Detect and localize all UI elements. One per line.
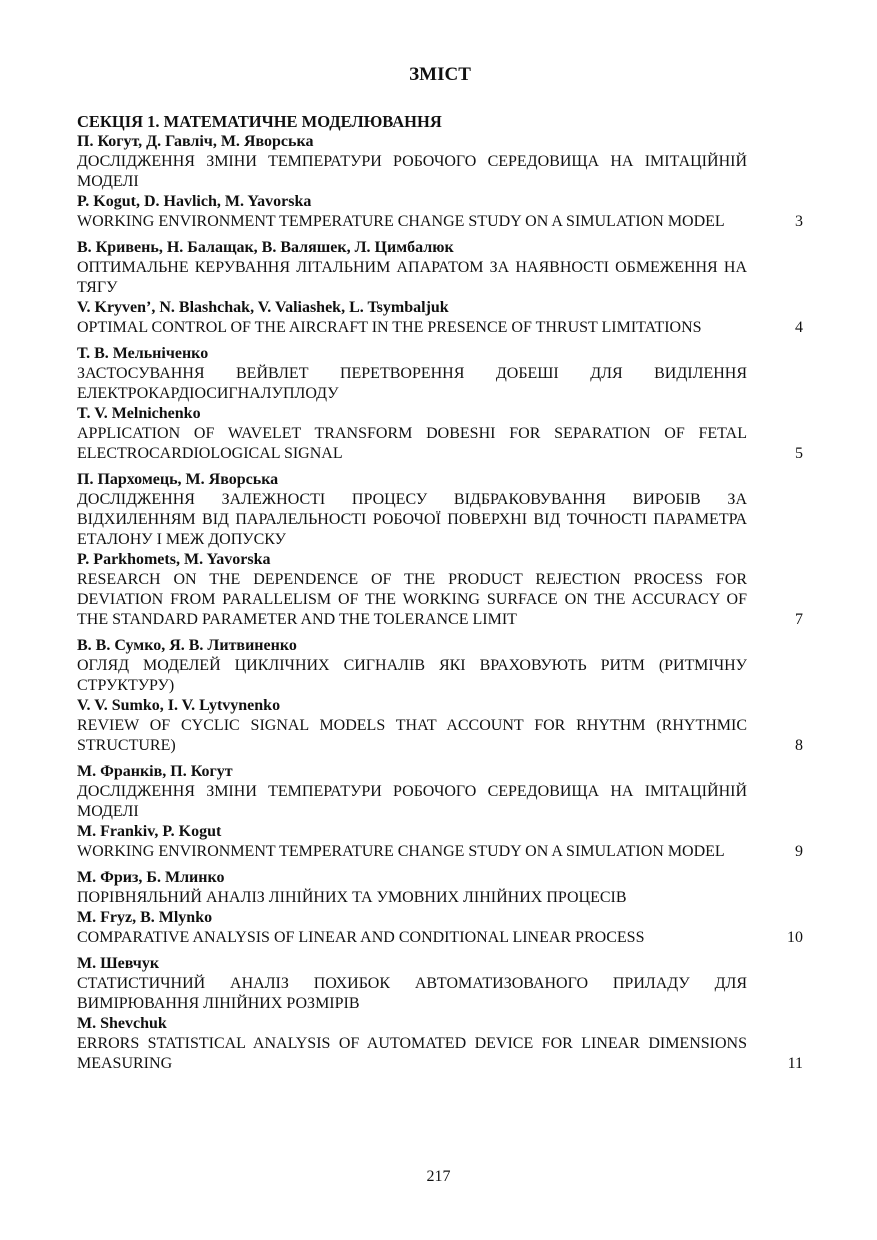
title-en: WORKING ENVIRONMENT TEMPERATURE CHANGE STUDY ON A SIMULATION MODEL <box>77 843 725 860</box>
page-number: 4 <box>795 319 803 336</box>
page-number: 9 <box>795 843 803 860</box>
toc-entry <box>77 470 803 630</box>
toc-entry-body <box>77 132 747 232</box>
title-ua: ДОСЛІДЖЕННЯ ЗМІНИ ТЕМПЕРАТУРИ РОБОЧОГО СЕРЕДОВИЩА НА ІМІТАЦІЙНІЙ МОДЕЛІ <box>77 153 747 190</box>
section-heading: СЕКЦІЯ 1. МАТЕМАТИЧНЕ МОДЕЛЮВАННЯ <box>77 112 442 131</box>
title-en: OPTIMAL CONTROL OF THE AIRCRAFT IN THE PRESENCE OF THRUST LIMITATIONS <box>77 319 702 336</box>
authors-en: V. Kryven’, N. Blashchak, V. Valiashek, L. Tsymbaljuk <box>77 299 449 316</box>
authors-ua: В. В. Сумко, Я. В. Литвиненко <box>77 637 297 654</box>
toc-entry <box>77 132 803 232</box>
toc-entry <box>77 344 803 464</box>
page-number: 3 <box>795 213 803 230</box>
authors-ua: П. Когут, Д. Гавліч, М. Яворська <box>77 133 314 150</box>
toc-entry-body <box>77 762 747 862</box>
title-en: APPLICATION OF WAVELET TRANSFORM DOBESHI FOR SEPARATION OF FETAL ELECTROCARDIOLOGICAL SIGNAL <box>77 425 747 462</box>
toc-entry-body <box>77 868 747 948</box>
title-en: RESEARCH ON THE DEPENDENCE OF THE PRODUCT REJECTION PROCESS FOR DEVIATION FROM PARALLELISM OF THE WORKING SURFACE ON THE ACCURACY OF THE STANDARD PARAMETER AND THE TOLERANCE LIMIT <box>77 571 747 628</box>
toc-page <box>77 60 803 1080</box>
authors-en: V. V. Sumko, I. V. Lytvynenko <box>77 697 281 714</box>
authors-ua: М. Фриз, Б. Млинко <box>77 869 225 886</box>
authors-en: P. Parkhomets, M. Yavorska <box>77 551 271 568</box>
toc-entry <box>77 238 803 338</box>
title-ua: ДОСЛІДЖЕННЯ ЗМІНИ ТЕМПЕРАТУРИ РОБОЧОГО СЕРЕДОВИЩА НА ІМІТАЦІЙНІЙ МОДЕЛІ <box>77 783 747 820</box>
title-ua: СТАТИСТИЧНИЙ АНАЛІЗ ПОХИБОК АВТОМАТИЗОВАНОГО ПРИЛАДУ ДЛЯ ВИМІРЮВАННЯ ЛІНІЙНИХ РОЗМІРІВ <box>77 975 747 1012</box>
authors-en: M. Shevchuk <box>77 1015 167 1032</box>
toc-entry <box>77 762 803 862</box>
authors-ua: В. Кривень, Н. Балащак, В. Валяшек, Л. Цимбалюк <box>77 239 454 256</box>
page-number: 8 <box>795 737 803 754</box>
toc-entry <box>77 868 803 948</box>
toc-entry-body <box>77 636 747 756</box>
title-ua: ОПТИМАЛЬНЕ КЕРУВАННЯ ЛІТАЛЬНИМ АПАРАТОМ ЗА НАЯВНОСТІ ОБМЕЖЕННЯ НА ТЯГУ <box>77 259 747 296</box>
authors-en: T. V. Melnichenko <box>77 405 201 422</box>
page-number: 5 <box>795 445 803 462</box>
title-ua: ДОСЛІДЖЕННЯ ЗАЛЕЖНОСТІ ПРОЦЕСУ ВІДБРАКОВУВАННЯ ВИРОБІВ ЗА ВІДХИЛЕННЯМ ВІД ПАРАЛЕЛЬНОСТІ РОБОЧОЇ ПОВЕРХНІ ВІД ТОЧНОСТІ ПАРАМЕТРА ЕТАЛОНУ І МЕЖ ДОПУСКУ <box>77 491 747 548</box>
authors-ua: П. Пархомець, М. Яворська <box>77 471 279 488</box>
page-number: 11 <box>787 1055 803 1072</box>
page-number: 10 <box>787 929 803 946</box>
title-ua: ПОРІВНЯЛЬНИЙ АНАЛІЗ ЛІНІЙНИХ ТА УМОВНИХ ЛІНІЙНИХ ПРОЦЕСІВ <box>77 889 627 906</box>
toc-entry-body <box>77 344 747 464</box>
title-en: ERRORS STATISTICAL ANALYSIS OF AUTOMATED DEVICE FOR LINEAR DIMENSIONS MEASURING <box>77 1035 747 1072</box>
authors-en: M. Frankiv, P. Kogut <box>77 823 222 840</box>
toc-entry-body <box>77 470 747 630</box>
authors-en: M. Fryz, B. Mlynko <box>77 909 213 926</box>
authors-ua: М. Шевчук <box>77 955 160 972</box>
page-number: 7 <box>795 611 803 628</box>
toc-entries <box>77 132 803 1074</box>
page-title: ЗМІСТ <box>409 64 471 85</box>
toc-entry-body <box>77 954 747 1074</box>
authors-ua: Т. В. Мельніченко <box>77 345 209 362</box>
toc-entry <box>77 636 803 756</box>
authors-ua: М. Франків, П. Когут <box>77 763 233 780</box>
page-number-footer: 217 <box>426 1168 451 1185</box>
authors-en: P. Kogut, D. Havlich, M. Yavorska <box>77 193 312 210</box>
title-ua: ЗАСТОСУВАННЯ ВЕЙВЛЕТ ПЕРЕТВОРЕННЯ ДОБЕШІ ДЛЯ ВИДІЛЕННЯ ЕЛЕКТРОКАРДІОСИГНАЛУПЛОДУ <box>77 365 747 402</box>
toc-entry <box>77 954 803 1074</box>
title-en: COMPARATIVE ANALYSIS OF LINEAR AND CONDITIONAL LINEAR PROCESS <box>77 929 645 946</box>
title-ua: ОГЛЯД МОДЕЛЕЙ ЦИКЛІЧНИХ СИГНАЛІВ ЯКІ ВРАХОВУЮТЬ РИТМ (РИТМІЧНУ СТРУКТУРУ) <box>77 657 747 694</box>
toc-entry-body <box>77 238 747 338</box>
title-en: WORKING ENVIRONMENT TEMPERATURE CHANGE STUDY ON A SIMULATION MODEL <box>77 213 725 230</box>
title-en: REVIEW OF CYCLIC SIGNAL MODELS THAT ACCOUNT FOR RHYTHM (RHYTHMIC STRUCTURE) <box>77 717 747 754</box>
